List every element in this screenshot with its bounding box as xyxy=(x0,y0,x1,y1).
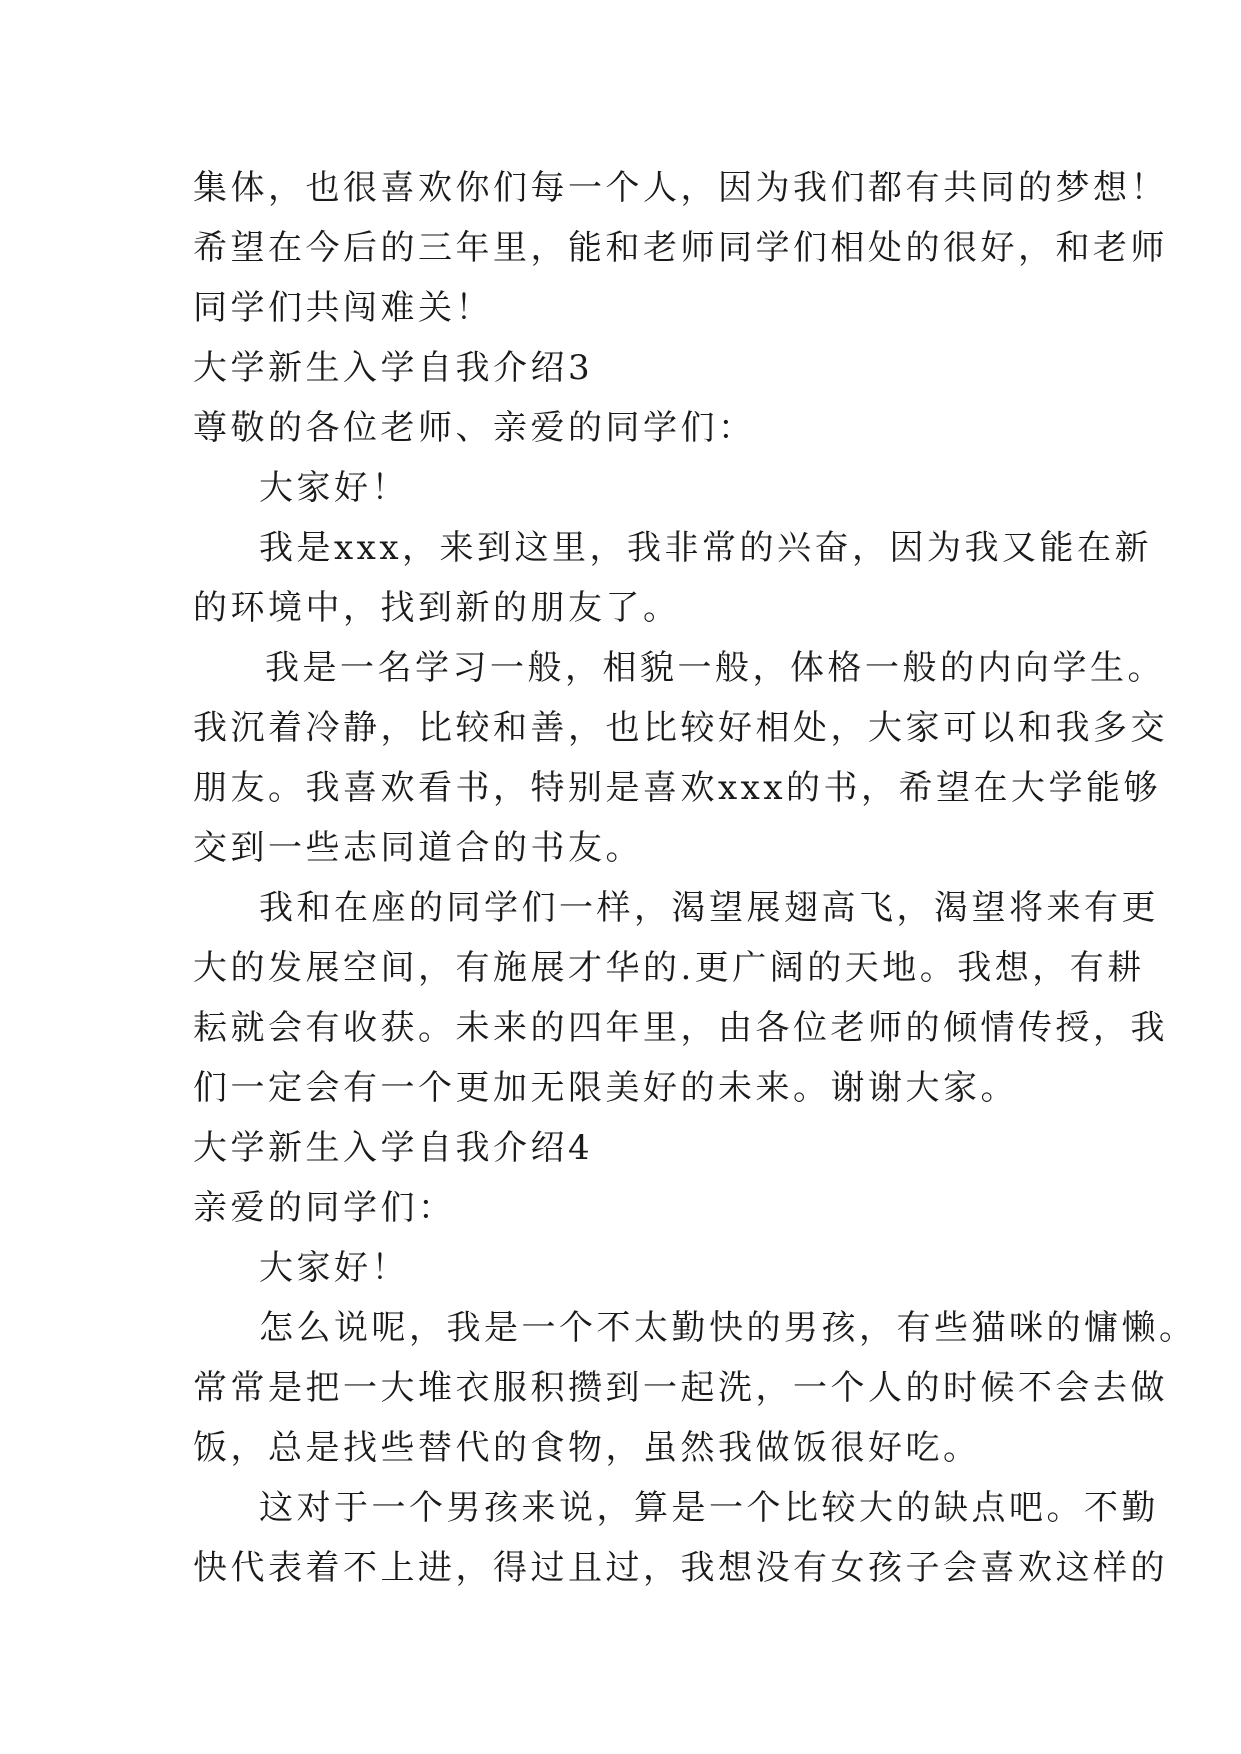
paragraph-line: 这对于一个男孩来说，算是一个比较大的缺点吧。不勤 xyxy=(259,1488,1159,1528)
paragraph-line: 们一定会有一个更加无限美好的未来。谢谢大家。 xyxy=(193,1068,1018,1108)
paragraph-line: 我和在座的同学们一样，渴望展翅高飞，渴望将来有更 xyxy=(259,888,1159,928)
section-heading: 大学新生入学自我介绍4 xyxy=(193,1128,594,1168)
paragraph-line: 怎么说呢，我是一个不太勤快的男孩，有些猫咪的慵懒。 xyxy=(259,1308,1197,1348)
greeting: 大家好！ xyxy=(259,1248,409,1288)
paragraph-line: 耘就会有收获。未来的四年里，由各位老师的倾情传授，我 xyxy=(193,1008,1168,1048)
paragraph-line: 我是一名学习一般，相貌一般，体格一般的内向学生。 xyxy=(265,648,1165,688)
paragraph-line: 我沉着冷静，比较和善，也比较好相处，大家可以和我多交 xyxy=(193,708,1168,748)
paragraph-line: 我是xxx，来到这里，我非常的兴奋，因为我又能在新 xyxy=(259,528,1153,568)
paragraph-line: 饭，总是找些替代的食物，虽然我做饭很好吃。 xyxy=(193,1428,981,1468)
greeting: 大家好！ xyxy=(259,468,409,508)
paragraph-line: 集体，也很喜欢你们每一个人，因为我们都有共同的梦想！ xyxy=(193,168,1168,208)
paragraph-line: 交到一些志同道合的书友。 xyxy=(193,828,643,868)
salutation: 亲爱的同学们： xyxy=(193,1188,456,1228)
paragraph-line: 朋友。我喜欢看书，特别是喜欢xxx的书，希望在大学能够 xyxy=(193,768,1162,808)
paragraph-line: 大的发展空间，有施展才华的.更广阔的天地。我想，有耕 xyxy=(193,948,1145,988)
salutation: 尊敬的各位老师、亲爱的同学们： xyxy=(193,408,756,448)
paragraph-line: 快代表着不上进，得过且过，我想没有女孩子会喜欢这样的 xyxy=(193,1548,1168,1588)
paragraph-line: 同学们共闯难关！ xyxy=(193,288,493,328)
section-heading: 大学新生入学自我介绍3 xyxy=(193,348,594,388)
paragraph-line: 常常是把一大堆衣服积攒到一起洗，一个人的时候不会去做 xyxy=(193,1368,1168,1408)
paragraph-line: 希望在今后的三年里，能和老师同学们相处的很好，和老师 xyxy=(193,228,1168,268)
document-body xyxy=(193,158,1197,1598)
paragraph-line: 的环境中，找到新的朋友了。 xyxy=(193,588,681,628)
